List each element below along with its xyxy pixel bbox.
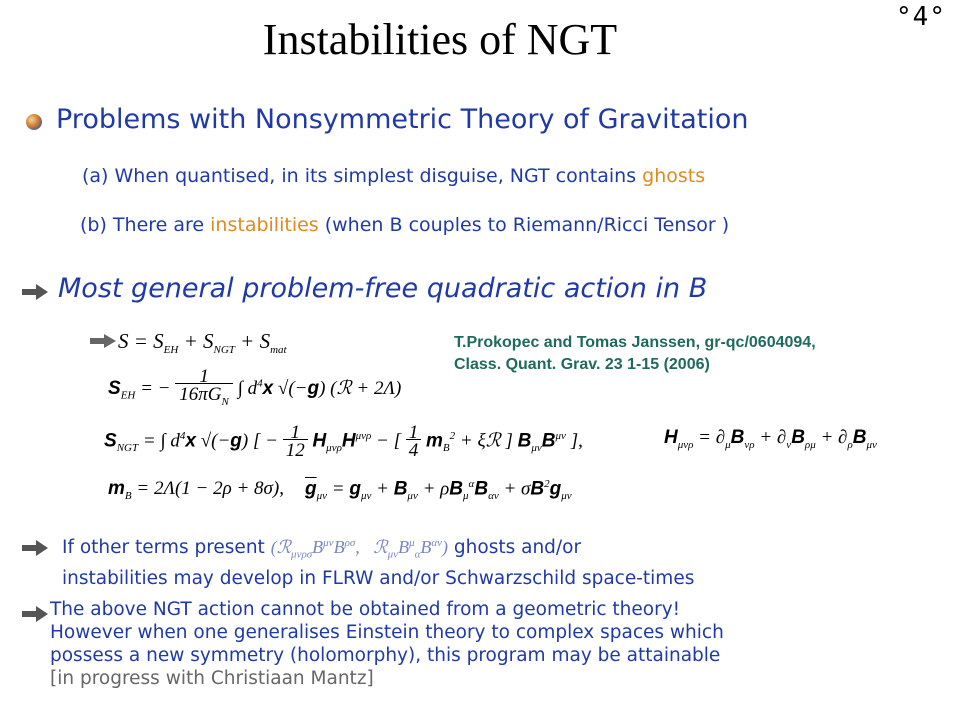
equation-einstein-hilbert: $S_{EH}$ = − 1 $16\pi G_N$ ∫ $d^4x$ √(−g) (ℛ + 2Λ) — [108, 366, 402, 408]
equation-field-strength: $H_{\mu\nu\rho} = \partial_\mu B_{\nu\rho} + \partial_\nu B_{\rho\mu} + \partial_\rho B_{\mu\nu}$ — [664, 427, 877, 451]
equation-total-action: $S = S_{EH} + S_{NGT} + S_{mat}$ — [118, 329, 287, 357]
section3-text — [62, 532, 942, 590]
equation-mass: $m_B = 2\Lambda(1 - 2\rho + 8\sigma)$, — [108, 478, 284, 502]
sphere-bullet-icon — [26, 114, 42, 130]
section4-line-3: possess a new symmetry (holomorphy), this program may be attainable — [50, 645, 721, 666]
reference-citation — [454, 332, 816, 376]
section3-line-2: instabilities may develop in FLRW and/or Schwarzschild space-times — [62, 567, 695, 589]
section4-line-4: [in progress with Christiaan Mantz] — [50, 668, 374, 689]
section3-prefix: If other terms present — [62, 537, 265, 558]
section1-heading: Problems with Nonsymmetric Theory of Gravitation — [56, 104, 749, 135]
reference-line-1: T.Prokopec and Tomas Janssen, gr-qc/0604094, — [454, 334, 816, 351]
item-b-suffix: (when B couples to Riemann/Ricci Tensor ) — [318, 214, 730, 236]
section3-suffix: ghosts and/or — [453, 537, 582, 558]
equation-metric: $\overline{g}_{\mu\nu} = g_{\mu\nu} + B_{\mu\nu} + \rho B_\mu^\alpha B_{\alpha\nu} + \sigma B^2g_{\mu\nu}$ — [305, 478, 572, 503]
item-b — [80, 214, 729, 236]
item-b-text: (b) There are — [80, 214, 211, 236]
slide-title: Instabilities of NGT — [262, 15, 618, 64]
arrow-bullet-icon — [22, 540, 48, 556]
item-a-text: (a) When quantised, in its simplest disguise, NGT contains — [82, 165, 643, 187]
pointer-arrow-icon — [90, 334, 116, 348]
arrow-bullet-icon — [22, 284, 48, 300]
reference-line-2: Class. Quant. Grav. 23 1-15 (2006) — [454, 356, 710, 373]
arrow-bullet-icon — [22, 606, 48, 622]
section4-line-2: However when one generalises Einstein theory to complex spaces which — [50, 622, 724, 643]
slide-number: °4° — [896, 2, 946, 32]
equation-ngt-action: $S_{NGT}$ = ∫ $d^4x$ √(−g) [ − 1 12 $H_{\mu\nu\rho}H^{\mu\nu\rho}$ − [ 1 4 $m_B^2$ + ξℛ ] $B_{\mu\nu}B^{\mu\nu}$ ], — [104, 422, 583, 461]
item-a-highlight: ghosts — [642, 165, 706, 187]
item-b-highlight: instabilities — [210, 214, 319, 236]
section4-text — [50, 598, 950, 690]
section4-line-1: The above NGT action cannot be obtained from a geometric theory! — [50, 599, 681, 620]
item-a — [82, 165, 705, 187]
section2-heading: Most general problem-free quadratic action in B — [58, 273, 708, 304]
equation-extra-terms: ($ℛ_{\mu\nu\rho\sigma}B^{\mu\nu}B^{\rho\sigma}$, $ℛ_{\mu\nu}B^\mu_\alpha B^{\alpha\nu}$) — [270, 537, 449, 561]
